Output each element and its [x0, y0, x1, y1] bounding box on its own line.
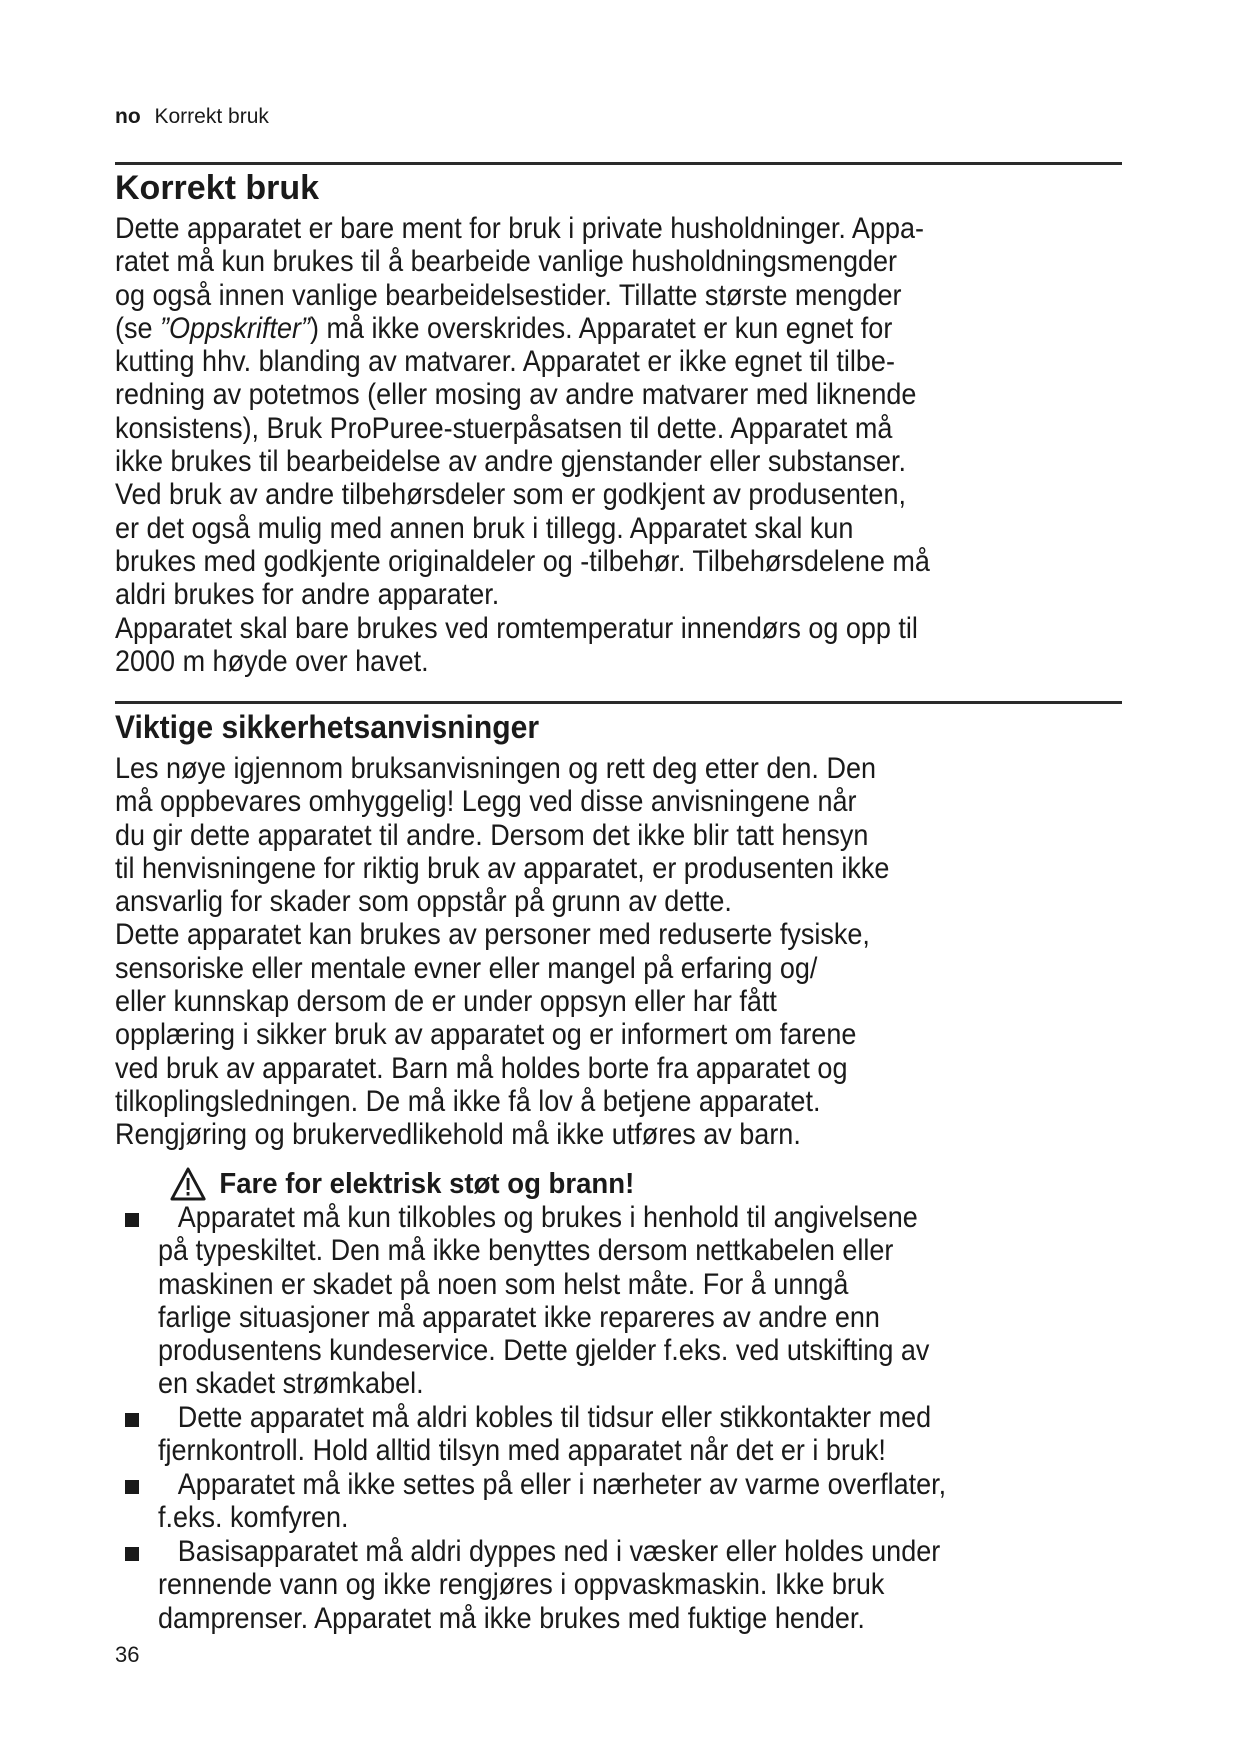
text-line: Ved bruk av andre tilbehørsdeler som er godkjent av produsenten,: [115, 478, 906, 512]
text-line: opplæring i sikker bruk av apparatet og er informert om farene: [115, 1018, 857, 1052]
text-line: produsentens kundeservice. Dette gjelder f.eks. ved utskifting av: [158, 1334, 930, 1368]
text-line: aldri brukes for andre apparater.: [115, 578, 500, 612]
list-item-text: [158, 1468, 1034, 1535]
recipes-reference: ”Oppskrifter”: [160, 311, 311, 345]
square-bullet-icon: [125, 1547, 139, 1561]
text-line: Dette apparatet må aldri kobles til tidsur eller stikkontakter med: [177, 1401, 932, 1434]
warning-title: Fare for elektrisk støt og brann!: [219, 1168, 635, 1200]
text-line-with-reference: [115, 312, 1105, 345]
text-line: rennende vann og ikke rengjøres i oppvaskmaskin. Ikke bruk: [158, 1568, 885, 1602]
text-line: 2000 m høyde over havet.: [115, 644, 429, 678]
list-item-text: [158, 1201, 1015, 1401]
running-header-title: Korrekt bruk: [154, 105, 269, 128]
text-line: f.eks. komfyren.: [158, 1501, 349, 1535]
text-fragment: ) må ikke overskrides. Apparatet er kun egnet for: [310, 311, 893, 345]
warning-triangle-icon: [170, 1167, 206, 1201]
text-line: Dette apparatet er bare ment for bruk i private husholdninger. Appa-: [115, 212, 924, 245]
text-line: ansvarlig for skader som oppstår på grunn av dette.: [115, 885, 732, 919]
text-line: ved bruk av apparatet. Barn må holdes borte fra apparatet og: [115, 1051, 848, 1085]
text-line: Apparatet må ikke settes på eller i nærheter av varme overflater,: [177, 1468, 947, 1501]
square-bullet-icon: [125, 1413, 139, 1427]
text-line: maskinen er skadet på noen som helst måte. For å unngå: [158, 1267, 849, 1301]
square-bullet-icon: [125, 1480, 139, 1494]
text-line: må oppbevares omhyggelig! Legg ved disse anvisningene når: [115, 785, 857, 819]
text-line: kutting hhv. blanding av matvarer. Apparatet er ikke egnet til tilbe-: [115, 345, 895, 379]
text-line: Basisapparatet må aldri dyppes ned i væsker eller holdes under: [177, 1535, 941, 1568]
section-title-korrekt-bruk: Korrekt bruk: [115, 169, 320, 207]
text-line: til henvisningene for riktig bruk av apparatet, er produsenten ikke: [115, 851, 890, 885]
section-divider: [115, 162, 1122, 165]
text-line: ikke brukes til bearbeidelse av andre gjenstander eller substanser.: [115, 445, 906, 479]
text-line: på typeskiltet. Den må ikke benyttes dersom nettkabelen eller: [158, 1234, 894, 1268]
text-line: du gir dette apparatet til andre. Dersom det ikke blir tatt hensyn: [115, 818, 869, 852]
text-fragment: (se: [115, 311, 161, 345]
text-line: brukes med godkjente originaldeler og -tilbehør. Tilbehørsdelene må: [115, 544, 930, 578]
section-body-korrekt-bruk: [115, 212, 1215, 678]
text-line: redning av potetmos (eller mosing av andre matvarer med liknende: [115, 378, 917, 412]
text-line: Dette apparatet kan brukes av personer med reduserte fysiske,: [115, 918, 870, 952]
running-header: [115, 104, 269, 130]
text-line: ratet må kun brukes til å bearbeide vanlige husholdningsmengder: [115, 245, 897, 279]
section-title-safety: Viktige sikkerhetsanvisninger: [115, 709, 540, 745]
language-code: no: [115, 105, 141, 128]
text-line: Apparatet skal bare brukes ved romtemperatur innendørs og opp til: [115, 611, 918, 645]
text-line: farlige situasjoner må apparatet ikke repareres av andre enn: [158, 1300, 880, 1334]
text-line: Rengjøring og brukervedlikehold må ikke utføres av barn.: [115, 1118, 801, 1152]
text-line: konsistens), Bruk ProPuree-stuerpåsatsen til dette. Apparatet må: [115, 411, 893, 445]
text-line: damprenser. Apparatet må ikke brukes med fuktige hender.: [158, 1601, 865, 1635]
list-item-text: [158, 1401, 1017, 1468]
text-line: sensoriske eller mentale evner eller mangel på erfaring og/: [115, 951, 818, 985]
section-body-safety: [115, 752, 1215, 1152]
text-line: eller kunnskap dersom de er under oppsyn eller har fått: [115, 985, 777, 1019]
text-line: Les nøye igjennom bruksanvisningen og rett deg etter den. Den: [115, 752, 876, 785]
text-line: fjernkontroll. Hold alltid tilsyn med apparatet når det er i bruk!: [158, 1434, 886, 1468]
warning-heading: [170, 1166, 634, 1202]
text-line: og også innen vanlige bearbeidelsestider. Tillatte største mengder: [115, 278, 902, 312]
square-bullet-icon: [125, 1213, 139, 1227]
text-line: Apparatet må kun tilkobles og brukes i henhold til angivelsene: [177, 1201, 918, 1234]
list-item-text: [158, 1535, 1027, 1635]
text-line: tilkoplingsledningen. De må ikke få lov å betjene apparatet.: [115, 1084, 821, 1118]
page-number: 36: [115, 1642, 140, 1667]
section-divider: [115, 701, 1122, 704]
text-line: en skadet strømkabel.: [158, 1367, 424, 1401]
text-line: er det også mulig med annen bruk i tillegg. Apparatet skal kun: [115, 511, 854, 545]
